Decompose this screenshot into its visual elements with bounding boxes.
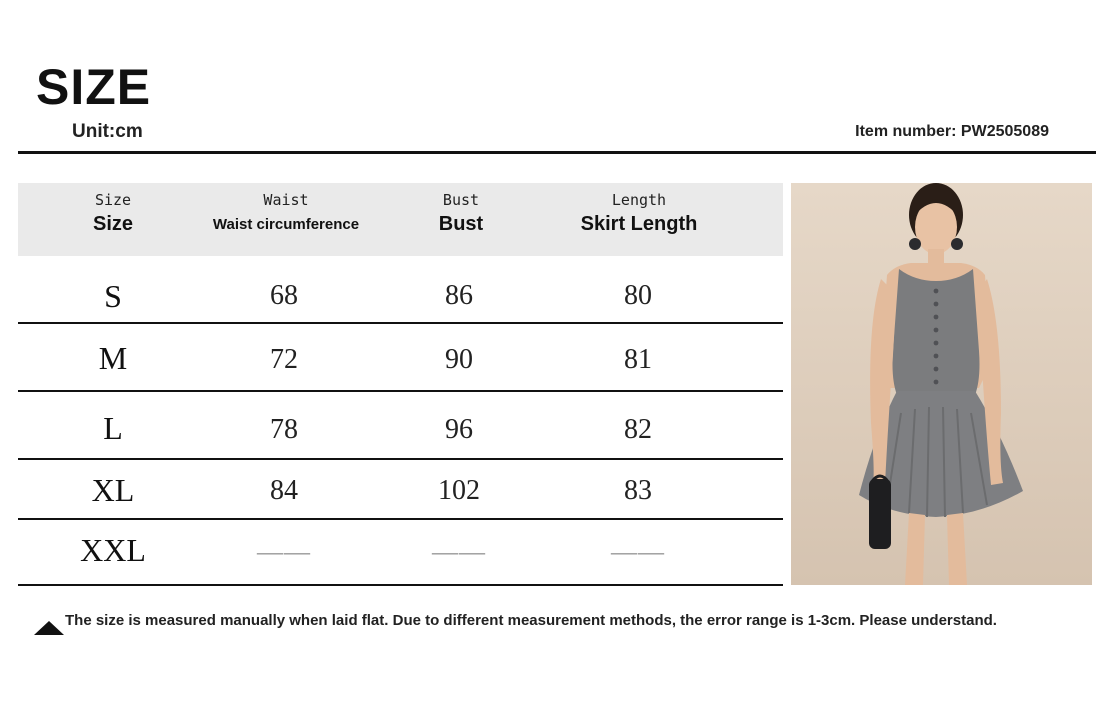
header-divider xyxy=(18,151,1096,154)
size-table xyxy=(18,183,783,586)
column-header-length-bottom: Skirt Length xyxy=(580,213,698,235)
table-header xyxy=(18,183,783,256)
waist-cell: 84 xyxy=(270,475,298,506)
triangle-icon xyxy=(34,621,64,635)
size-cell: XL xyxy=(91,472,135,508)
column-header-bust-bottom: Bust xyxy=(438,213,484,235)
bust-cell: —— xyxy=(432,537,486,566)
bust-cell: 96 xyxy=(445,414,473,445)
column-header-size xyxy=(93,183,133,236)
measurement-note-text: The size is measured manually when laid flat. Due to different measurement methods, the error range is 1-3cm. Please understand. xyxy=(65,612,997,629)
size-cell: M xyxy=(98,340,128,376)
product-photo xyxy=(791,183,1092,585)
model-in-dress-illustration xyxy=(791,183,1092,585)
bust-cell: 102 xyxy=(438,475,480,506)
table-row xyxy=(18,392,783,460)
column-header-waist-bottom: Waist circumference xyxy=(212,216,360,233)
waist-cell: 72 xyxy=(270,344,298,375)
table-row xyxy=(18,324,783,392)
table-row xyxy=(18,256,783,324)
length-cell: 81 xyxy=(624,344,652,375)
table-row xyxy=(18,460,783,520)
length-cell: 80 xyxy=(624,280,652,311)
size-cell: S xyxy=(104,278,122,314)
page-title: SIZE xyxy=(36,59,152,115)
bust-cell: 86 xyxy=(445,280,473,311)
column-header-length xyxy=(581,183,698,236)
column-header-bust-top: Bust xyxy=(442,191,480,209)
length-cell: 83 xyxy=(624,475,652,506)
column-header-bust xyxy=(439,183,483,236)
item-number: Item number: PW2505089 xyxy=(855,123,1049,140)
column-header-length-top: Length xyxy=(611,191,667,209)
table-row xyxy=(18,520,783,586)
bust-cell: 90 xyxy=(445,344,473,375)
waist-cell: 68 xyxy=(270,280,298,311)
measurement-note xyxy=(34,612,997,635)
column-header-size-bottom: Size xyxy=(92,213,134,235)
waist-cell: —— xyxy=(257,537,311,566)
column-header-size-top: Size xyxy=(94,191,132,209)
length-cell: —— xyxy=(611,537,665,566)
size-cell: XXL xyxy=(80,532,146,568)
length-cell: 82 xyxy=(624,414,652,445)
column-header-waist xyxy=(213,183,359,233)
waist-cell: 78 xyxy=(270,414,298,445)
column-header-waist-top: Waist xyxy=(263,191,309,209)
size-cell: L xyxy=(103,410,123,446)
unit-label: Unit:cm xyxy=(72,121,143,142)
